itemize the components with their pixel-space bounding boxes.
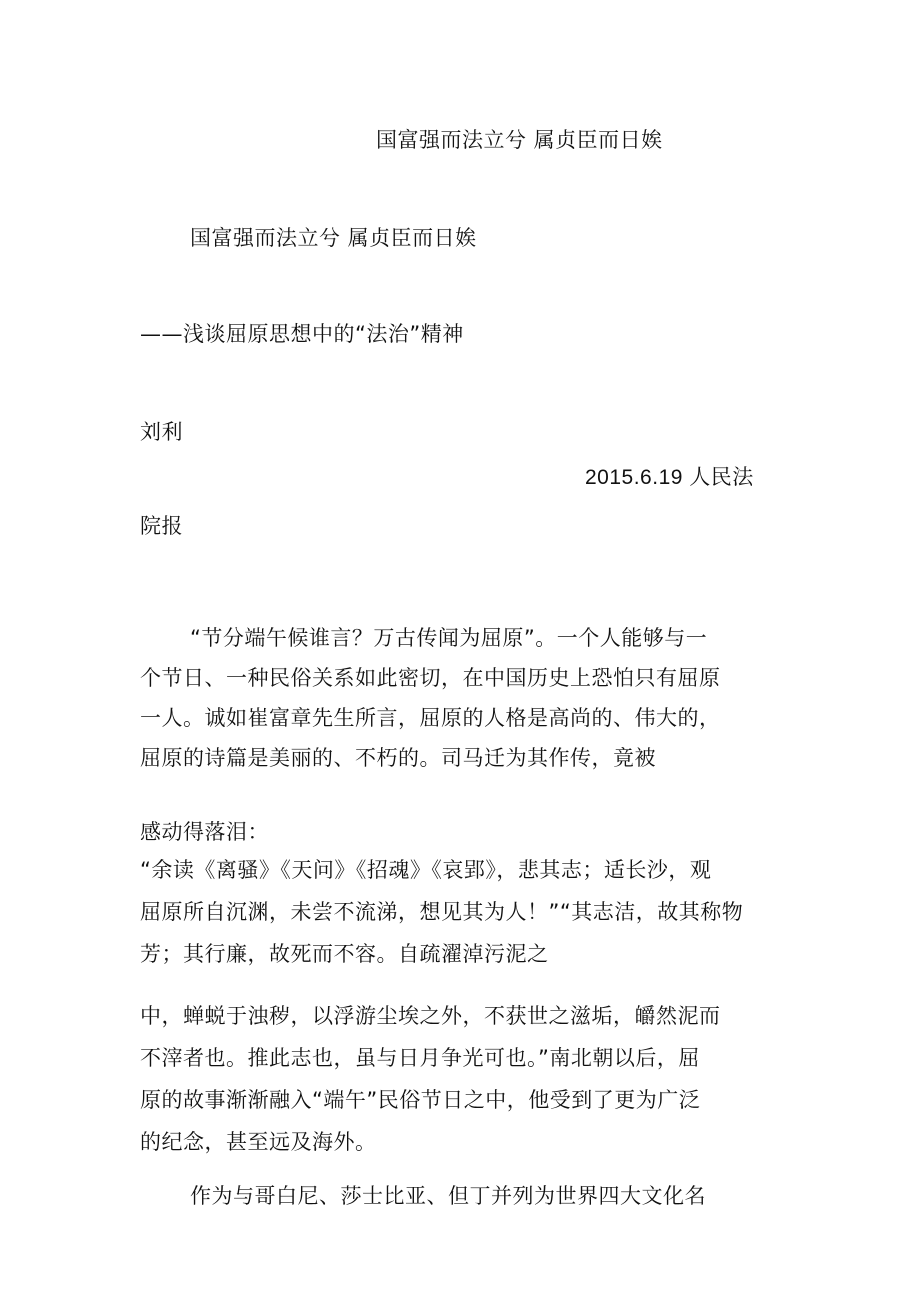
article-subtitle: ——浅谈屈原思想中的“法治”精神: [140, 322, 464, 346]
body-line: “节分端午候谁言？万古传闻为屈原”。一个人能够与一: [190, 626, 708, 650]
body-line: 屈原的诗篇是美丽的、不朽的。司马迁为其作传，竟被: [140, 746, 656, 770]
article-title: 国富强而法立兮 属贞臣而日娭: [190, 226, 477, 250]
body-line: 一人。诚如崔富章先生所言，屈原的人格是高尚的、伟大的，: [140, 706, 721, 730]
body-line: 原的故事渐渐融入“端午”民俗节日之中，他受到了更为广泛: [140, 1088, 701, 1112]
body-line: 感动得落泪：: [140, 820, 269, 844]
date-source-line: 2015.6.19 人民法: [585, 466, 754, 489]
body-line: 中，蝉蜕于浊秽，以浮游尘埃之外，不获世之滋垢，皭然泥而: [140, 1004, 721, 1028]
body-line: 作为与哥白尼、莎士比亚、但丁并列为世界四大文化名: [190, 1184, 706, 1208]
body-line: “余读《离骚》《天问》《招魂》《哀郢》，悲其志；适长沙，观: [140, 858, 712, 882]
body-line: 芳；其行廉，故死而不容。自疏濯淖污泥之: [140, 942, 549, 966]
author-name: 刘利: [140, 420, 183, 444]
body-line: 屈原所自沉渊，未尝不流涕，想见其为人！”“其志洁，故其称物: [140, 900, 744, 924]
body-line: 的纪念，甚至远及海外。: [140, 1130, 377, 1154]
body-line: 个节日、一种民俗关系如此密切，在中国历史上恐怕只有屈原: [140, 666, 721, 690]
date-source-line-continued: 院报: [140, 514, 183, 538]
body-line: 不滓者也。推此志也，虽与日月争光可也。”南北朝以后，屈: [140, 1046, 700, 1070]
header-title: 国富强而法立兮 属贞臣而日娭: [376, 128, 663, 152]
